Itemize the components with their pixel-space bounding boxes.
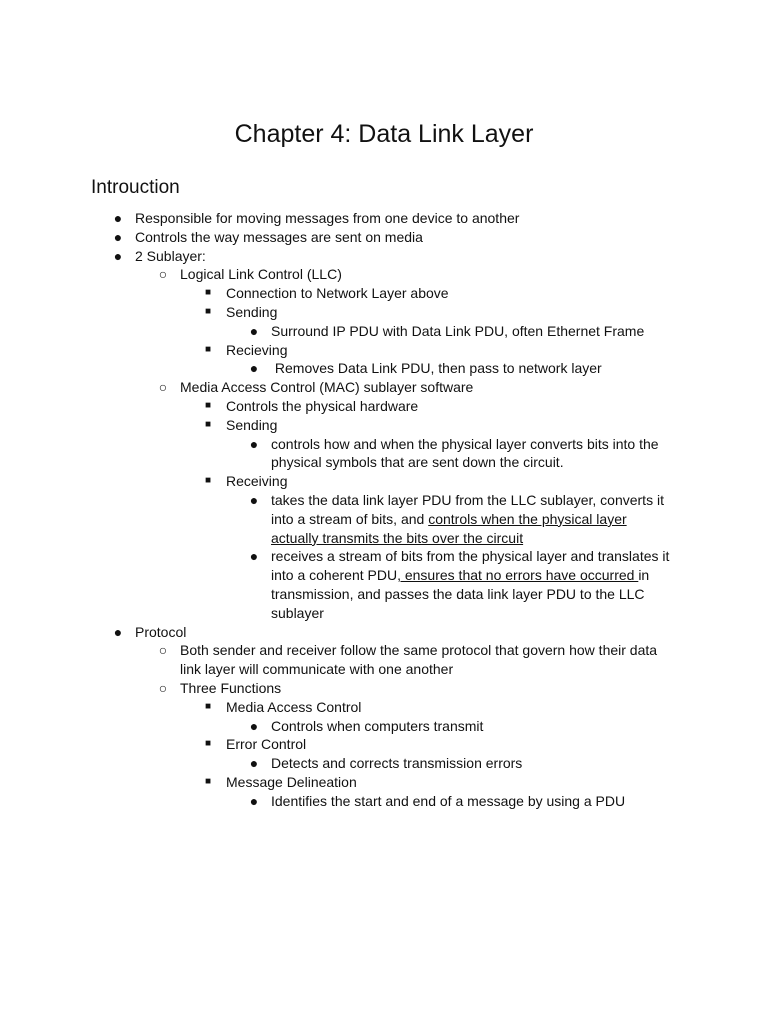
disc-bullet-icon: ● (249, 360, 259, 377)
square-bullet-icon: ■ (204, 343, 212, 355)
list-item-text: Three Functions (180, 679, 282, 696)
circle-bullet-icon: ○ (158, 266, 168, 283)
circle-bullet-icon: ○ (158, 379, 168, 396)
list-item (0, 679, 768, 698)
list-item-text: Receiving (226, 473, 288, 490)
list-item (0, 209, 768, 228)
disc-bullet-icon: ● (113, 228, 123, 245)
list-item-text: Message Delineation (226, 773, 357, 790)
list-item-text: Surround IP PDU with Data Link PDU, often Ethernet Frame (271, 322, 645, 339)
list-item (0, 792, 768, 811)
list-item-text: Media Access Control (MAC) sublayer software (180, 379, 474, 396)
disc-bullet-icon: ● (113, 210, 123, 226)
underlined-text: controls when the physical layer actually transmits the bits over the circuit (271, 510, 627, 546)
list-item-text: Protocol (135, 623, 187, 640)
list-item-text (271, 491, 676, 547)
square-bullet-icon: ■ (204, 399, 212, 411)
list-item (0, 435, 768, 473)
square-bullet-icon: ■ (204, 775, 212, 787)
list-item (0, 359, 768, 378)
disc-bullet-icon: ● (113, 247, 123, 264)
circle-bullet-icon: ○ (158, 642, 168, 659)
disc-bullet-icon: ● (249, 792, 259, 809)
list-item-text: 2 Sublayer: (135, 247, 206, 264)
list-item-text-part: takes the data link layer PDU from the LLC sublayer, converts it into a stream of bits, and (271, 491, 664, 527)
list-item (0, 735, 768, 754)
list-item (0, 322, 768, 341)
list-item (0, 378, 768, 397)
list-item (0, 416, 768, 435)
page-title: Chapter 4: Data Link Layer (234, 120, 534, 148)
list-item (0, 303, 768, 322)
list-item-text (271, 547, 676, 622)
list-item-text: controls how and when the physical layer converts bits into the physical symbols that are sent down the circuit. (271, 435, 659, 471)
square-bullet-icon: ■ (204, 305, 212, 317)
list-item-text: Controls the physical hardware (226, 397, 419, 414)
list-item-text: Controls the way messages are sent on media (135, 228, 423, 245)
disc-bullet-icon: ● (249, 548, 259, 565)
list-item (0, 641, 768, 679)
list-item-text: Recieving (226, 341, 288, 358)
disc-bullet-icon: ● (249, 717, 259, 734)
underlined-text: , ensures that no errors have occurred (397, 567, 639, 584)
list-item-text-part: receives a stream of bits from the physical layer and translates it into a coherent PDU (271, 548, 670, 584)
square-bullet-icon: ■ (204, 418, 212, 430)
list-item-text: Removes Data Link PDU, then pass to network layer (271, 360, 602, 377)
list-item (0, 265, 768, 284)
disc-bullet-icon: ● (249, 322, 259, 339)
list-item (0, 717, 768, 736)
list-item (0, 284, 768, 303)
section-heading: Introuction (91, 177, 180, 198)
list-item-text: Responsible for moving messages from one device to another (135, 210, 520, 226)
list-item-text: Detects and corrects transmission errors (271, 755, 523, 772)
disc-bullet-icon: ● (113, 623, 123, 640)
list-item-text: Connection to Network Layer above (226, 285, 449, 302)
list-item-text-part: in transmission, and passes the data link layer PDU to the LLC sublayer (271, 567, 650, 621)
disc-bullet-icon: ● (249, 755, 259, 772)
list-item-text: Identifies the start and end of a message by using a PDU (271, 792, 626, 809)
list-item (0, 341, 768, 360)
disc-bullet-icon: ● (249, 491, 259, 508)
disc-bullet-icon: ● (249, 435, 259, 452)
square-bullet-icon: ■ (204, 700, 212, 712)
list-item-text: Controls when computers transmit (271, 717, 484, 734)
list-item (0, 228, 768, 247)
list-item-text: Both sender and receiver follow the same protocol that govern how their data link layer will communicate with one another (180, 642, 658, 678)
bullet-outline (0, 209, 768, 811)
list-item (0, 491, 768, 547)
list-item-text: Sending (226, 416, 278, 433)
square-bullet-icon: ■ (204, 475, 212, 487)
list-item (0, 773, 768, 792)
list-item-text: Error Control (226, 736, 307, 753)
square-bullet-icon: ■ (204, 287, 212, 299)
list-item-text: Media Access Control (226, 698, 362, 715)
list-item (0, 397, 768, 416)
list-item-text: Logical Link Control (LLC) (180, 266, 342, 283)
list-item (0, 754, 768, 773)
circle-bullet-icon: ○ (158, 679, 168, 696)
list-item (0, 623, 768, 642)
list-item (0, 247, 768, 266)
list-item (0, 547, 768, 622)
list-item-text: Sending (226, 303, 278, 320)
square-bullet-icon: ■ (204, 738, 212, 750)
list-item (0, 472, 768, 491)
list-item (0, 698, 768, 717)
